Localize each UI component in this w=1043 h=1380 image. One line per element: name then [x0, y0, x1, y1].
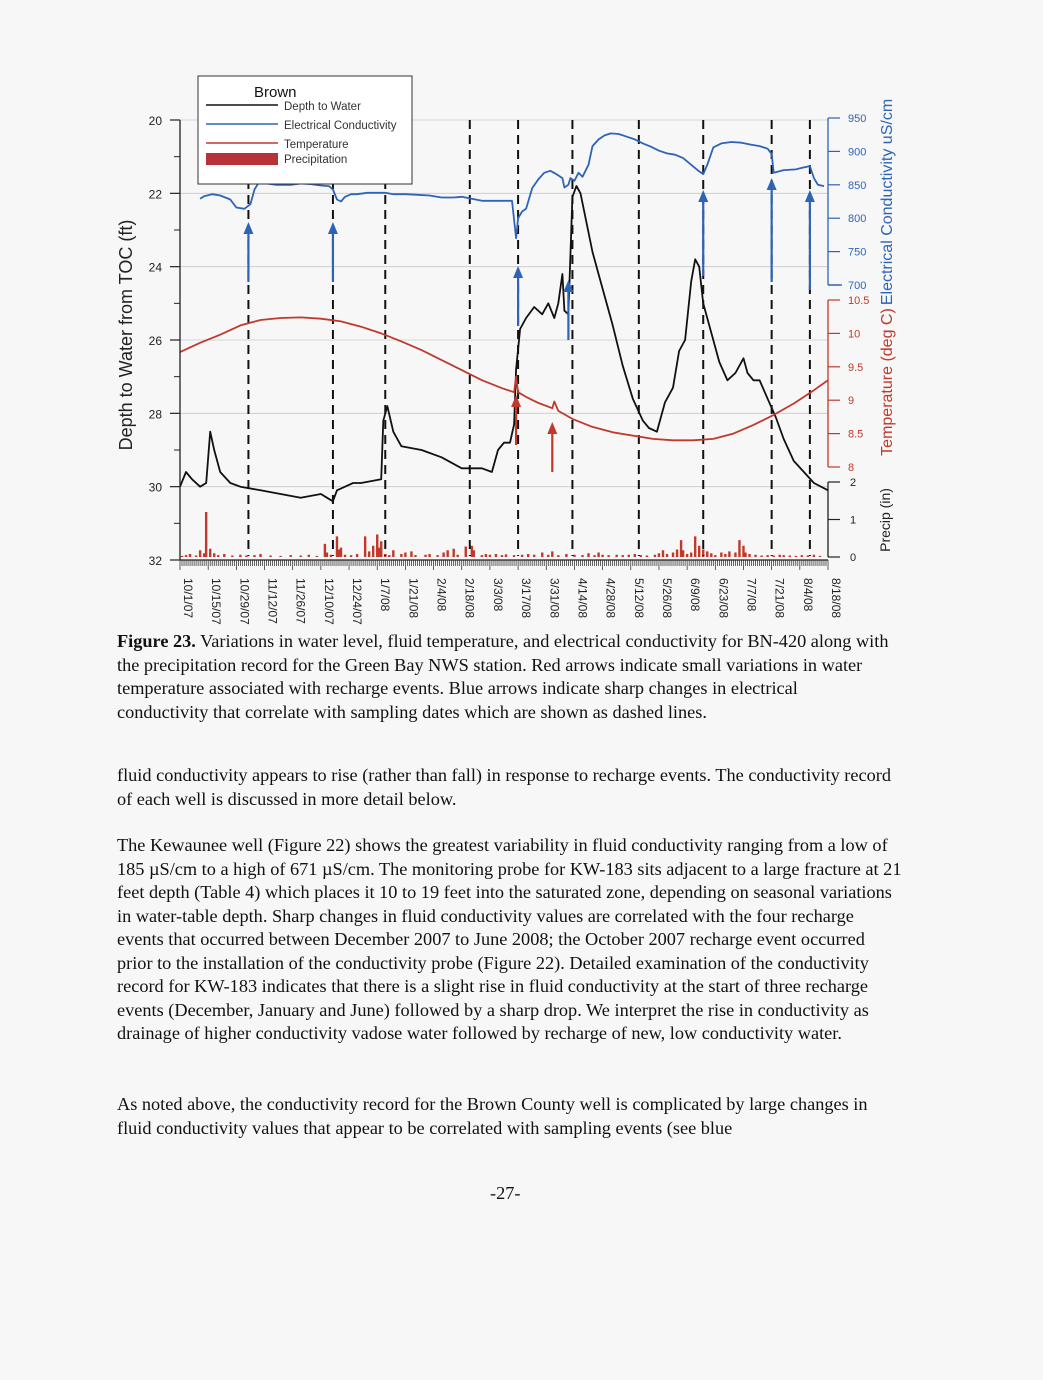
precip-bar — [501, 555, 503, 557]
precip-bar — [269, 556, 271, 558]
x-tick-label: 10/29/07 — [237, 578, 252, 625]
precip-bar — [628, 555, 630, 557]
conductivity-tick-label: 750 — [848, 246, 867, 259]
precip-bar — [795, 556, 797, 557]
precip-bar — [607, 555, 609, 557]
precip-bar — [189, 554, 191, 557]
x-tick-label: 8/4/08 — [800, 578, 815, 612]
precip-bar — [489, 555, 491, 557]
x-tick-label: 2/18/08 — [462, 578, 477, 619]
paragraph-2: The Kewaunee well (Figure 22) shows the greatest variability in fluid conductivity ranging from a low of 185 µS/cm to a high of 671 µS/cm. The monitoring probe for KW-183 sits adjacent to a large fracture at 21 feet depth (Table 4) which places it 10 to 19 feet into the saturated zone, depending on seasonal variations in water-table depth. Sharp changes in fluid conductivity values are correlated with the four recharge events that occurred between December 2007 to June 2008; the October 2007 recharge event occurred prior to the installation of the conductivity probe (Figure 22). Detailed examination of the conductivity record for KW-183 indicates that there is a slight rise in fluid conductivity at the start of three recharge events (December, January and June) followed by a sharp drop. We interpret the rise in conductivity as drainage of higher conductivity vadose water followed by recharge of new, low conductivity water. — [117, 835, 902, 1043]
precip-bar — [223, 554, 225, 557]
precip-bar — [340, 548, 342, 557]
precip-bar — [239, 555, 241, 557]
precip-bar — [213, 553, 215, 557]
precip-bar — [404, 553, 406, 558]
blue-arrow-head — [328, 222, 338, 234]
precip-bar — [485, 554, 487, 557]
precip-bar — [593, 555, 595, 557]
conductivity-axis-title: Electrical Conductivity uS/cm — [879, 98, 896, 306]
conductivity-tick-label: 950 — [848, 113, 867, 125]
precip-bar — [344, 555, 346, 557]
temperature-tick-label: 9.5 — [848, 361, 864, 374]
x-tick-label: 3/17/08 — [519, 578, 534, 619]
precip-bar — [587, 553, 589, 557]
x-tick-label: 10/1/07 — [181, 578, 195, 619]
precip-bar — [195, 556, 197, 558]
precip-bar — [289, 555, 291, 557]
precip-bar — [380, 541, 382, 557]
blue-arrow-head — [767, 178, 777, 190]
legend-title: Brown — [254, 84, 297, 101]
precip-bar — [436, 555, 438, 557]
legend-entry-precipitation: Precipitation — [284, 154, 348, 166]
precip-bar — [801, 555, 803, 557]
precip-bar — [734, 553, 736, 558]
precip-bar — [813, 555, 815, 557]
precip-bar — [819, 556, 821, 557]
page-number: -27- — [490, 1183, 521, 1203]
precip-bar — [209, 549, 211, 557]
precip-tick-label: 0 — [850, 552, 857, 564]
precip-bar — [724, 554, 726, 557]
blue-arrow-head — [243, 222, 253, 234]
precip-bar — [473, 550, 475, 557]
x-tick-label: 11/12/07 — [265, 578, 280, 624]
depth-axis-title: Depth to Water from TOC (ft) — [116, 219, 136, 451]
x-tick-label: 1/21/08 — [406, 578, 421, 619]
x-tick-label: 3/31/08 — [547, 578, 562, 619]
precip-bar — [231, 556, 233, 558]
precip-bar — [259, 554, 261, 557]
x-tick-label: 4/14/08 — [575, 578, 590, 619]
precip-bar — [279, 556, 281, 557]
precip-bar — [356, 554, 358, 557]
precip-bar — [738, 540, 740, 557]
precip-axis-title: Precip (in) — [877, 488, 893, 552]
precip-bar — [720, 553, 722, 558]
precip-bar — [666, 554, 668, 557]
precip-bar — [410, 551, 412, 557]
temperature-tick-label: 10.5 — [848, 295, 870, 307]
precip-bar — [698, 546, 700, 557]
x-tick-label: 4/28/08 — [603, 578, 618, 619]
precip-bar — [481, 555, 483, 557]
precip-bar — [400, 554, 402, 557]
precip-bar — [694, 536, 696, 557]
precip-tick-label: 2 — [850, 477, 857, 489]
x-tick-label: 11/26/07 — [293, 578, 308, 624]
precip-bar — [326, 553, 328, 558]
precipitation-bars — [181, 512, 821, 557]
precip-bar — [527, 554, 529, 557]
precip-bar — [597, 553, 599, 558]
x-tick-label: 10/15/07 — [209, 578, 224, 625]
figure-chart — [0, 0, 1043, 625]
depth-to-water-line — [180, 186, 828, 501]
precip-bar — [551, 551, 553, 557]
precip-bar — [181, 556, 183, 557]
chart-legend — [198, 76, 412, 184]
precip-bar — [557, 555, 559, 557]
precip-bar — [428, 554, 430, 557]
precip-bar — [521, 555, 523, 557]
precip-bar — [388, 555, 390, 557]
depth-tick-label: 30 — [148, 480, 162, 495]
x-tick-label: 1/7/08 — [378, 578, 393, 612]
precip-bar — [634, 554, 636, 557]
x-tick-label: 5/26/08 — [659, 578, 674, 619]
depth-tick-label: 22 — [148, 187, 162, 202]
precip-bar — [640, 555, 642, 557]
red-arrow-head — [511, 395, 521, 407]
precip-bar — [807, 556, 809, 558]
figure-caption-text: Variations in water level, fluid temperature, and electrical conductivity for BN-420 along with the precipitation record for the Green Bay NWS station. Red arrows indicate small variations in water temperature associated with recharge events. Blue arrows indicate sharp changes in electrical conductivity that correlate with sampling dates which are shown as dashed lines. — [117, 631, 889, 722]
precip-bar — [728, 551, 730, 557]
precip-bar — [744, 553, 746, 558]
blue-arrow-head — [698, 190, 708, 202]
precip-bar — [368, 551, 370, 557]
precip-bar — [573, 555, 575, 557]
event-arrows — [243, 178, 814, 472]
x-tick-label: 5/12/08 — [631, 578, 646, 619]
figure-caption — [117, 630, 892, 724]
x-tick-label: 7/21/08 — [772, 578, 787, 619]
precip-bar — [622, 555, 624, 557]
precip-bar — [682, 550, 684, 557]
precip-bar — [779, 555, 781, 557]
precip-bar — [533, 555, 535, 557]
precip-bar — [676, 550, 678, 558]
precip-bar — [245, 556, 247, 558]
precip-bar — [424, 555, 426, 557]
precip-bar — [710, 553, 712, 557]
paragraph-3: As noted above, the conductivity record for the Brown County well is complicated by large changes in fluid conductivity values that appear to be correlated with sampling events (see blue — [117, 1094, 868, 1138]
precip-bar — [565, 554, 567, 557]
sampling-date-lines — [248, 120, 809, 556]
precip-bar — [495, 554, 497, 557]
precip-bar — [658, 553, 660, 557]
precip-bar — [754, 555, 756, 557]
precip-bar — [452, 549, 454, 557]
temperature-tick-label: 9 — [848, 395, 855, 408]
temperature-tick-label: 8 — [848, 462, 855, 474]
precip-bar — [766, 555, 768, 557]
conductivity-tick-label: 850 — [848, 179, 867, 192]
legend-entry-conductivity: Electrical Conductivity — [284, 120, 397, 132]
x-tick-label: 8/18/08 — [829, 578, 843, 619]
precip-bar — [372, 546, 374, 557]
x-tick-labels — [181, 578, 843, 625]
temperature-line — [180, 317, 828, 440]
precip-bar — [772, 556, 774, 558]
conductivity-tick-label: 900 — [848, 146, 867, 159]
depth-tick-label: 32 — [148, 554, 162, 568]
depth-tick-label: 20 — [148, 114, 162, 128]
temperature-tick-label: 10 — [848, 328, 861, 341]
precip-bar — [364, 536, 366, 557]
x-tick-label: 12/10/07 — [321, 578, 336, 625]
precip-bar — [690, 553, 692, 558]
legend-entry-depth: Depth to Water — [284, 101, 361, 113]
x-tick-label: 7/7/08 — [744, 578, 759, 612]
blue-arrow-head — [513, 266, 523, 278]
precip-bar — [601, 555, 603, 557]
precip-bar — [748, 554, 750, 557]
precip-bar — [199, 550, 201, 557]
precip-bar — [789, 556, 791, 558]
precip-bar — [185, 555, 187, 557]
precip-bar — [442, 553, 444, 558]
precip-bar — [686, 554, 688, 557]
depth-tick-label: 26 — [148, 334, 162, 348]
x-tick-label: 12/24/07 — [350, 578, 365, 625]
precip-bar — [505, 554, 507, 557]
precip-bar — [446, 550, 448, 557]
precip-bar — [760, 556, 762, 558]
precip-bar — [392, 550, 394, 557]
precip-bar — [541, 553, 543, 558]
precip-bar — [513, 555, 515, 557]
temperature-tick-label: 8.5 — [848, 428, 864, 441]
x-tick-label: 6/9/08 — [688, 578, 703, 612]
conductivity-tick-label: 800 — [848, 213, 867, 226]
precip-bar — [414, 555, 416, 557]
precip-bar — [465, 547, 467, 558]
precip-bar — [308, 555, 310, 557]
precip-bar — [547, 555, 549, 557]
precip-bar — [662, 550, 664, 557]
x-tick-label: 2/4/08 — [434, 578, 449, 612]
blue-arrow-head — [805, 190, 815, 202]
depth-tick-label: 28 — [148, 407, 162, 422]
precip-bar — [300, 556, 302, 558]
precip-bar — [714, 555, 716, 557]
figure-caption-label: Figure 23. — [117, 631, 196, 651]
precip-bar — [350, 555, 352, 557]
precip-bar — [205, 512, 207, 557]
precip-bar — [706, 551, 708, 557]
precip-bar — [783, 555, 785, 557]
x-tick-label: 6/23/08 — [716, 578, 731, 619]
precip-bar — [672, 553, 674, 558]
red-arrow-head — [547, 422, 557, 434]
legend-entry-temperature: Temperature — [284, 139, 349, 151]
chart-series — [180, 133, 828, 501]
paragraph-1: fluid conductivity appears to rise (rather than fall) in response to recharge events. The conductivity record of each well is discussed in more detail below. — [117, 765, 891, 809]
precip-bar — [646, 556, 648, 558]
temperature-axis-title: Temperature (deg C) — [879, 308, 896, 456]
depth-tick-label: 24 — [148, 260, 162, 275]
precip-bar — [330, 555, 332, 557]
precip-tick-label: 1 — [850, 514, 857, 527]
conductivity-tick-label: 700 — [848, 280, 867, 292]
precip-bar — [316, 556, 318, 557]
precip-bar — [654, 555, 656, 557]
precip-bar — [581, 555, 583, 557]
precip-bar — [615, 555, 617, 557]
x-tick-label: 3/3/08 — [490, 578, 505, 612]
precip-bar — [457, 555, 459, 557]
precip-bar — [217, 555, 219, 557]
precip-bar — [253, 555, 255, 557]
